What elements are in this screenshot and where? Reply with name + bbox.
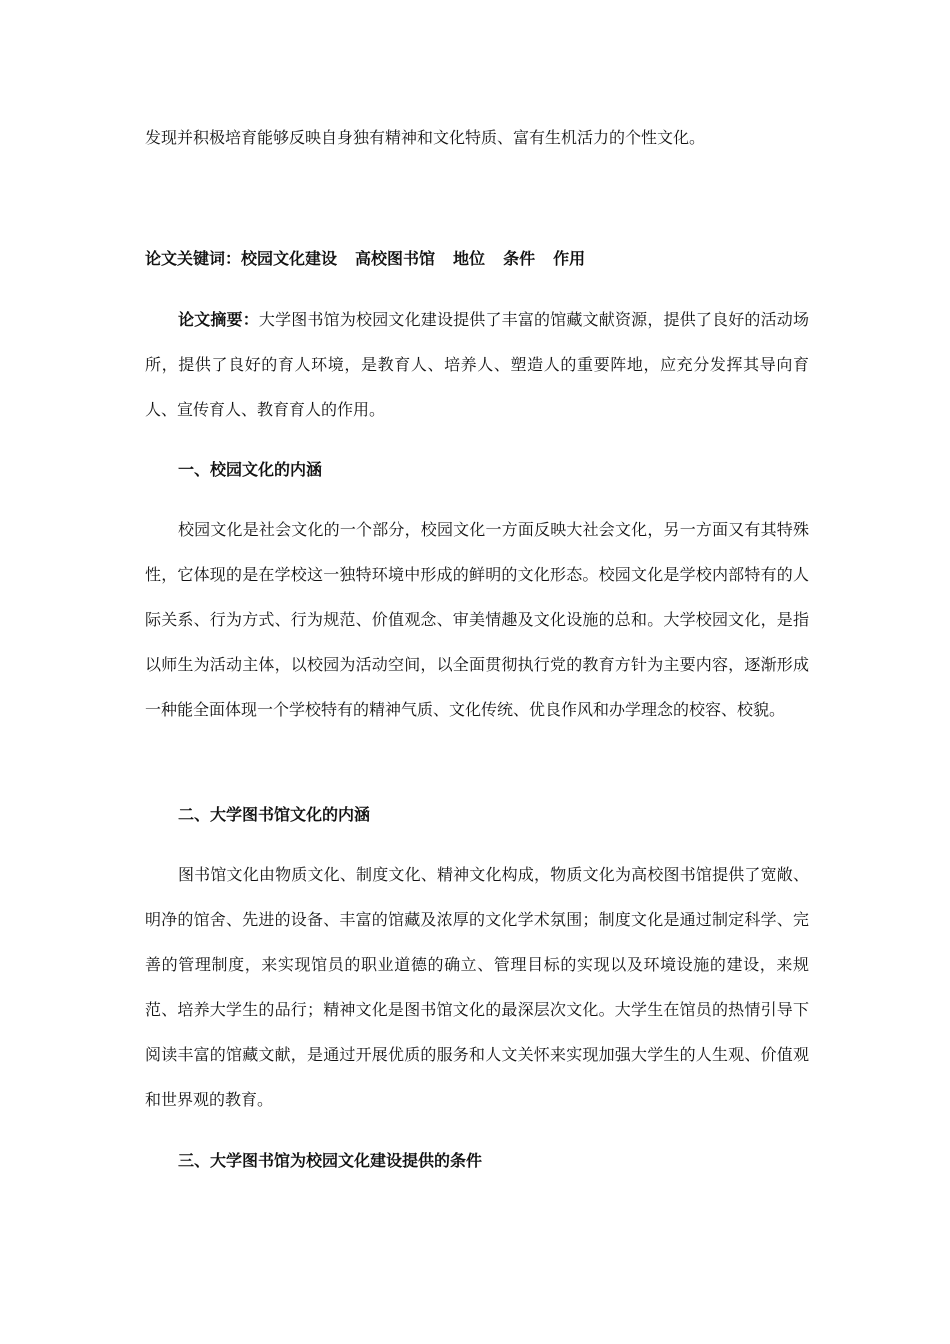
section-paragraph-2: 图书馆文化由物质文化、制度文化、精神文化构成，物质文化为高校图书馆提供了宽敞、明净的馆舍、先进的设备、丰富的馆藏及浓厚的文化学术氛围；制度文化是通过制定科学、完善的管理制度，来实现馆员的职业道德的确立、管理目标的实现以及环境设施的建设，来规范、培养大学生的品行；精神文化是图书馆文化的最深层次文化。大学生在馆员的热情引导下阅读丰富的馆藏文献，是通过开展优质的服务和人文关怀来实现加强大学生的人生观、价值观和世界观的教育。 (145, 865, 809, 1109)
abstract-paragraph (145, 297, 809, 432)
keywords-paragraph (145, 236, 809, 281)
keyword-item: 地位 (453, 249, 486, 268)
keywords-label: 论文关键词： (145, 249, 242, 268)
section-heading-1: 一、校园文化的内涵 (178, 460, 323, 479)
section-paragraph-1: 校园文化是社会文化的一个部分，校园文化一方面反映大社会文化，另一方面又有其特殊性，它体现的是在学校这一独特环境中形成的鲜明的文化形态。校园文化是学校内部特有的人际关系、行为方式、行为规范、价值观念、审美情趣及文化设施的总和。大学校园文化，是指以师生为活动主体，以校园为活动空间，以全面贯彻执行党的教育方针为主要内容，逐渐形成一种能全面体现一个学校特有的精神气质、文化传统、优良作风和办学理念的校容、校貌。 (145, 520, 809, 719)
continuation-text: 发现并积极培育能够反映自身独有精神和文化特质、富有生机活力的个性文化。 (145, 128, 706, 147)
section-heading-3: 三、大学图书馆为校园文化建设提供的条件 (178, 1151, 483, 1170)
keyword-item: 高校图书馆 (355, 249, 436, 268)
continuation-paragraph (145, 115, 809, 160)
abstract-text: 大学图书馆为校园文化建设提供了丰富的馆藏文献资源，提供了良好的活动场所，提供了良好的育人环境，是教育人、培养人、塑造人的重要阵地，应充分发挥其导向育人、宣传育人、教育育人的作用。 (145, 310, 809, 419)
abstract-label: 论文摘要： (178, 310, 259, 329)
section-heading-2: 二、大学图书馆文化的内涵 (178, 805, 371, 824)
keywords-line (145, 236, 809, 281)
keyword-item: 校园文化建设 (241, 249, 338, 268)
keyword-item: 作用 (553, 249, 586, 268)
keyword-item: 条件 (503, 249, 536, 268)
